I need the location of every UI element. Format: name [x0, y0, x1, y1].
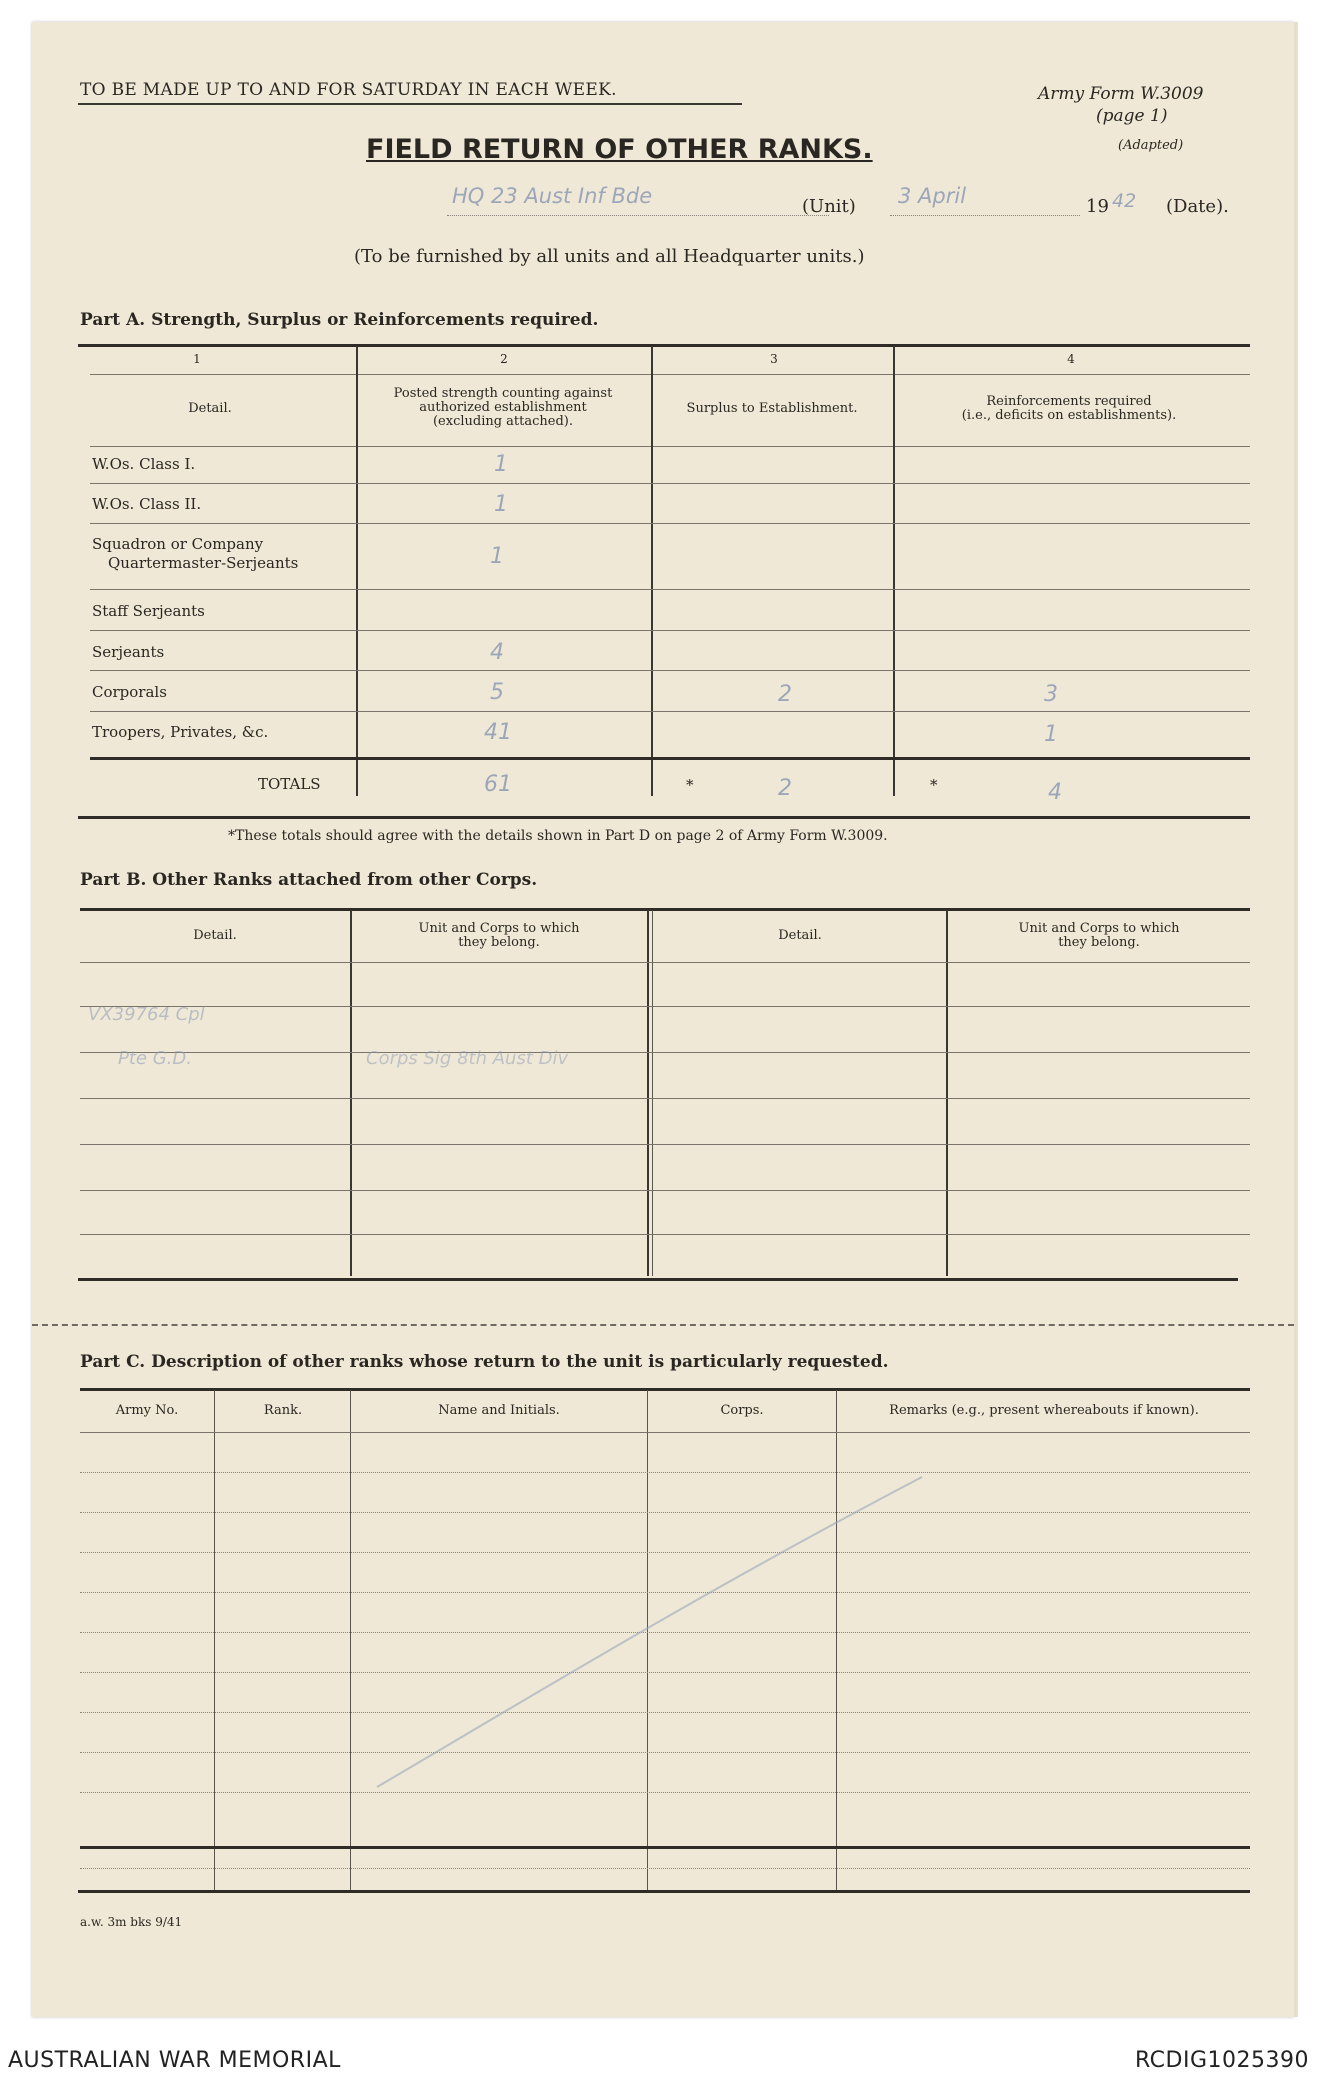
unit-value: HQ 23 Aust Inf Bde — [452, 184, 653, 208]
col-number-4: 4 — [1067, 352, 1075, 366]
part-a-top-rule — [78, 344, 1250, 347]
row-posted: 41 — [484, 720, 512, 745]
part-b-vline-4 — [946, 910, 948, 1276]
part-c-header-army-no: Army No. — [115, 1403, 179, 1418]
col-number-3: 3 — [770, 352, 778, 366]
form-page: (page 1) — [1096, 106, 1168, 126]
part-b-row-rule — [80, 1234, 1250, 1235]
part-b-bottom-rule — [78, 1278, 1238, 1281]
row-posted: 1 — [494, 452, 508, 477]
instruction-text: TO BE MADE UP TO AND FOR SATURDAY IN EACH WEEK. — [80, 80, 617, 100]
print-code: a.w. 3m bks 9/41 — [80, 1915, 183, 1929]
part-b-row-rule — [80, 1006, 1250, 1007]
row-reinf: 1 — [1044, 722, 1058, 747]
header-surplus: Surplus to Establishment. — [686, 401, 858, 416]
part-b-header-unit-1-left: Unit and Corps to which — [418, 921, 580, 936]
header-reinf-2: (i.e., deficits on establishments). — [961, 408, 1177, 423]
part-b-vline-1 — [350, 910, 352, 1276]
unit-label: (Unit) — [802, 196, 856, 217]
footer-bar — [0, 2038, 1317, 2082]
row-rule — [90, 711, 1250, 712]
part-b-title: Part B. Other Ranks attached from other Corps. — [80, 870, 538, 890]
part-a-vline-1 — [356, 346, 358, 796]
totals-reinf-asterisk: * — [930, 776, 938, 794]
part-a-header-rule — [90, 446, 1250, 447]
part-c-mid-rule — [80, 1846, 1250, 1849]
adapted-label: (Adapted) — [1118, 138, 1184, 153]
header-posted-2: authorized establishment — [419, 400, 587, 415]
part-c-header-rule — [80, 1432, 1250, 1433]
date-dotted-line — [890, 215, 1080, 216]
part-a-bottom-rule — [78, 816, 1250, 819]
part-c-top-rule — [80, 1388, 1250, 1391]
col-number-1: 1 — [193, 352, 201, 366]
row-reinf: 3 — [1044, 682, 1058, 707]
part-c-row-rule — [80, 1792, 1250, 1793]
part-c-vline-2 — [350, 1390, 351, 1890]
col-number-2: 2 — [500, 352, 508, 366]
row-posted: 5 — [490, 680, 504, 705]
row-detail: Staff Serjeants — [92, 602, 205, 620]
pencil-stroke — [372, 1472, 932, 1792]
form-paper — [32, 22, 1294, 2017]
row-posted: 1 — [494, 492, 508, 517]
part-b-top-rule — [80, 908, 1250, 911]
page-title: FIELD RETURN OF OTHER RANKS. — [366, 134, 873, 165]
totals-posted: 61 — [484, 772, 512, 797]
instruction-underline — [78, 103, 742, 105]
part-b-vline-2 — [647, 910, 649, 1276]
part-c-header-rank: Rank. — [263, 1403, 303, 1418]
part-b-header-unit-1-right: Unit and Corps to which — [1018, 921, 1180, 936]
row-posted: 4 — [490, 640, 504, 665]
year-prefix: 19 — [1086, 196, 1109, 217]
date-value: 3 April — [898, 184, 967, 208]
footer-record-id: RCDIG1025390 — [1134, 2048, 1309, 2073]
part-b-row-rule — [80, 1190, 1250, 1191]
perforation-line — [32, 1324, 1294, 1326]
part-c-row-rule — [80, 1868, 1250, 1869]
form-name: Army Form W.3009 — [1038, 84, 1204, 104]
header-reinf-1: Reinforcements required — [986, 394, 1152, 409]
row-detail: W.Os. Class I. — [92, 455, 196, 473]
subtitle: (To be furnished by all units and all Headquarter units.) — [354, 246, 865, 267]
row-rule — [90, 670, 1250, 671]
part-a-title: Part A. Strength, Surplus or Reinforcements required. — [80, 310, 599, 330]
footer-institution: AUSTRALIAN WAR MEMORIAL — [8, 2048, 341, 2073]
part-b-header-unit-2-right: they belong. — [1058, 935, 1140, 950]
row-rule — [90, 523, 1250, 524]
part-a-vline-2 — [651, 346, 653, 796]
part-b-row-rule — [80, 1098, 1250, 1099]
unit-dotted-line — [447, 215, 829, 216]
part-c-header-name: Name and Initials. — [438, 1403, 560, 1418]
totals-reinf: 4 — [1048, 780, 1062, 805]
part-b-entry-2: Pte G.D. — [118, 1048, 192, 1069]
header-posted-3: (excluding attached). — [432, 414, 574, 429]
header-detail: Detail. — [188, 401, 232, 416]
row-rule — [90, 589, 1250, 590]
row-detail: Squadron or Company — [92, 535, 264, 553]
row-detail: W.Os. Class II. — [92, 495, 202, 513]
part-c-header-remarks: Remarks (e.g., present whereabouts if known). — [889, 1403, 1199, 1418]
row-surplus: 2 — [778, 682, 792, 707]
part-b-header-detail-right: Detail. — [778, 928, 822, 943]
date-label: (Date). — [1166, 196, 1229, 217]
row-detail: Corporals — [92, 683, 167, 701]
part-c-title: Part C. Description of other ranks whose return to the unit is particularly requested. — [80, 1352, 889, 1372]
part-b-row-rule — [80, 1144, 1250, 1145]
part-a-number-rule — [90, 374, 1250, 375]
part-c-header-corps: Corps. — [720, 1403, 764, 1418]
paper-edge — [1294, 22, 1298, 2017]
part-b-entry-1: VX39764 Cpl — [88, 1004, 205, 1025]
part-b-entry-unit: Corps Sig 8th Aust Div — [366, 1048, 569, 1069]
header-posted-1: Posted strength counting against — [393, 386, 613, 401]
part-c-vline-1 — [214, 1390, 215, 1890]
part-a-vline-3 — [893, 346, 895, 796]
totals-label: TOTALS — [258, 775, 321, 793]
totals-surplus: 2 — [778, 776, 792, 801]
row-detail: Serjeants — [92, 643, 165, 661]
part-b-header-unit-2-left: they belong. — [458, 935, 540, 950]
row-rule — [90, 630, 1250, 631]
part-b-header-rule — [80, 962, 1250, 963]
row-posted: 1 — [490, 544, 504, 569]
totals-surplus-asterisk: * — [686, 776, 694, 794]
part-c-bottom-rule — [78, 1890, 1250, 1893]
row-detail: Troopers, Privates, &c. — [92, 723, 269, 741]
part-b-header-detail-left: Detail. — [193, 928, 237, 943]
year-value: 42 — [1112, 190, 1137, 212]
part-b-row-rule — [80, 1052, 1250, 1053]
row-detail-2: Quartermaster-Serjeants — [108, 554, 299, 572]
totals-top-rule — [90, 757, 1250, 760]
part-b-vline-3 — [652, 910, 653, 1276]
row-rule — [90, 483, 1250, 484]
part-a-footnote: *These totals should agree with the details shown in Part D on page 2 of Army Form W.3009. — [228, 828, 888, 844]
